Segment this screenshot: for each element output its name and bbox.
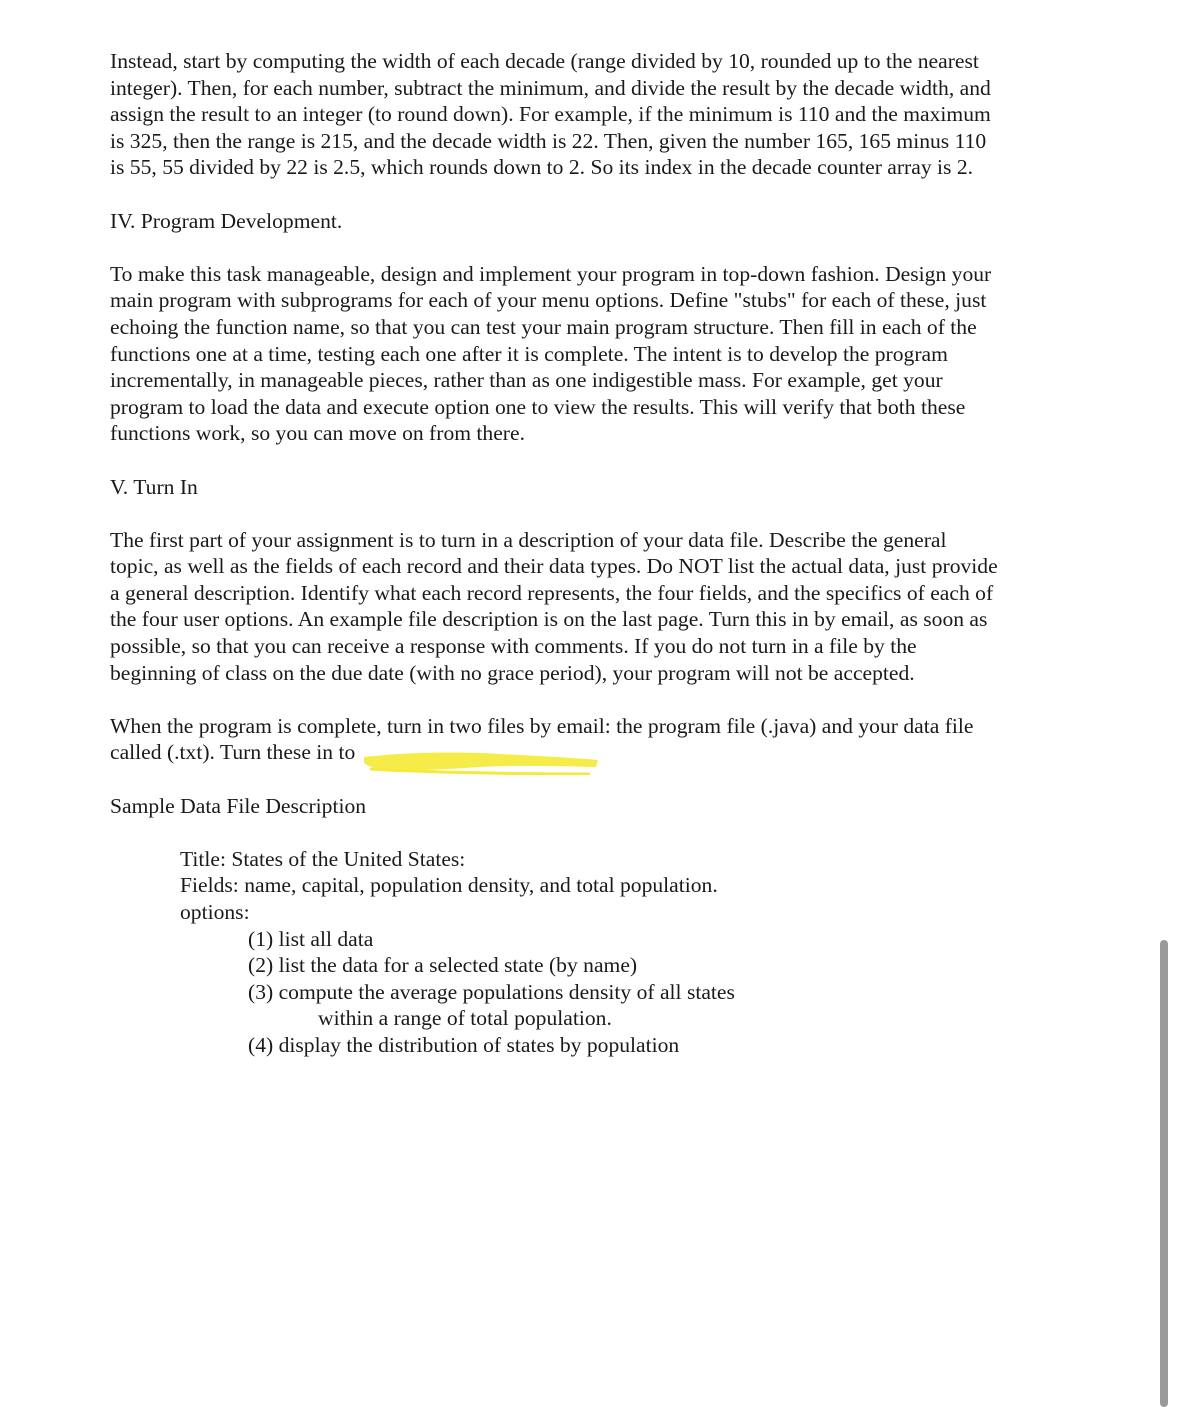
sample-option: (3) compute the average populations density of all states (248, 979, 735, 1004)
text-line: is 55, 55 divided by 22 is 2.5, which rounds down to 2. So its index in the decade counter array is 2. (110, 155, 974, 180)
text-line: assign the result to an integer (to round down). For example, if the minimum is 110 and the maximum (110, 102, 991, 127)
text-line: the four user options. An example file description is on the last page. Turn this in by email, as soon as (110, 607, 988, 632)
text-line: echoing the function name, so that you can test your main program structure. Then fill in each of the (110, 314, 977, 339)
text-line: The first part of your assignment is to turn in a description of your data file. Describe the general (110, 527, 947, 552)
text-line: topic, as well as the fields of each record and their data types. Do NOT list the actual data, just provide (110, 554, 998, 579)
text-line: beginning of class on the due date (with no grace period), your program will not be accepted. (110, 660, 915, 685)
program-development-paragraph (110, 261, 1075, 447)
sample-option-continuation: within a range of total population. (318, 1006, 612, 1031)
text-line: integer). Then, for each number, subtract the minimum, and divide the result by the decade width, and (110, 75, 991, 100)
text-line: possible, so that you can receive a response with comments. If you do not turn in a file by the (110, 634, 917, 659)
scrollbar[interactable] (1160, 940, 1168, 1407)
turn-in-paragraph (110, 527, 1075, 687)
sample-option: (2) list the data for a selected state (by name) (248, 953, 638, 978)
text-line: functions work, so you can move on from there. (110, 421, 525, 446)
sample-option: (4) display the distribution of states by population (248, 1032, 680, 1057)
text-line: Instead, start by computing the width of each decade (range divided by 10, rounded up to the nearest (110, 49, 979, 73)
section-heading-turn-in: V. Turn In (110, 474, 198, 499)
intro-paragraph (110, 48, 1075, 181)
sample-options-label: options: (180, 900, 250, 924)
sample-description (180, 846, 1145, 1059)
text-line: program to load the data and execute option one to view the results. This will verify that both these (110, 394, 966, 419)
text-line: incrementally, in manageable pieces, rather than as one indigestible mass. For example, get your (110, 368, 943, 393)
text-line: is 325, then the range is 215, and the decade width is 22. Then, given the number 165, 165 minus 110 (110, 128, 987, 153)
text-line: a general description. Identify what each record represents, the four fields, and the specifics of each of (110, 580, 994, 605)
section-heading-program-development: IV. Program Development. (110, 208, 343, 233)
text-line: functions one at a time, testing each one after it is complete. The intent is to develop the program (110, 341, 948, 366)
document-page (110, 48, 1075, 1059)
sample-fields-line: Fields: name, capital, population density, and total population. (180, 873, 718, 898)
text-line: To make this task manageable, design and implement your program in top-down fashion. Design your (110, 261, 992, 286)
sample-title-line: Title: States of the United States: (180, 846, 466, 871)
redaction-highlight (360, 745, 602, 775)
text-line: called (.txt). Turn these in to (110, 740, 356, 765)
sample-option: (1) list all data (248, 926, 374, 951)
text-line: main program with subprograms for each of your menu options. Define "stubs" for each of these, just (110, 288, 987, 313)
text-line: When the program is complete, turn in two files by email: the program file (.java) and your data file (110, 713, 974, 738)
sample-heading: Sample Data File Description (110, 793, 367, 818)
